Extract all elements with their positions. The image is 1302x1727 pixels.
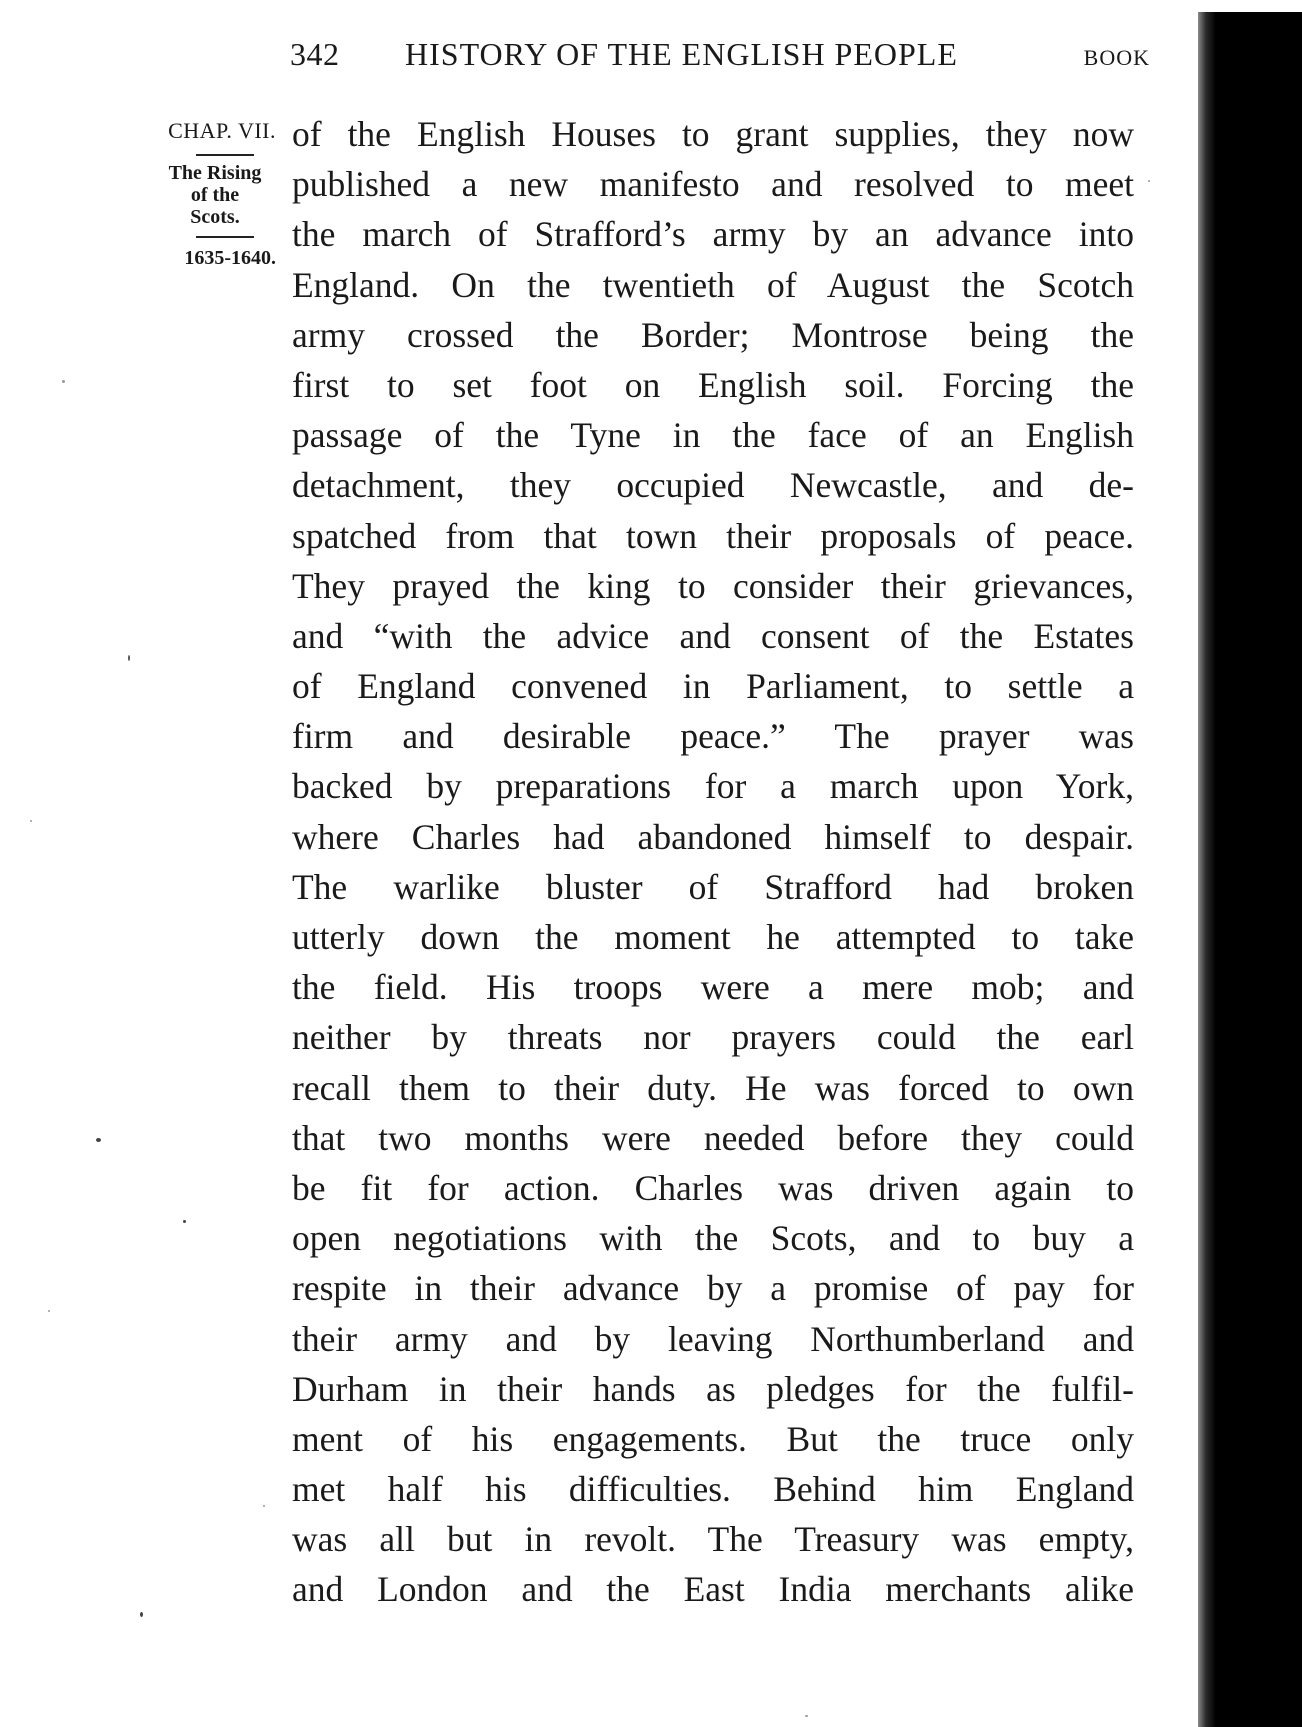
text-line: the field. His troops were a mere mob; and	[292, 967, 1134, 1008]
scan-speckle	[48, 1310, 50, 1312]
scan-speckle	[805, 1715, 808, 1717]
scan-speckle	[183, 1220, 186, 1223]
text-line: backed by preparations for a march upon York,	[292, 766, 1134, 807]
text-line: respite in their advance by a promise of pay for	[292, 1268, 1134, 1309]
scan-speckle	[62, 380, 65, 383]
text-line: was all but in revolt. The Treasury was empty,	[292, 1519, 1134, 1560]
book-label: BOOK	[1083, 45, 1150, 70]
running-title: HISTORY OF THE ENGLISH PEOPLE	[405, 36, 958, 72]
text-line: be fit for action. Charles was driven again to	[292, 1167, 1134, 1208]
date-range: 1635-1640.	[184, 247, 276, 269]
section-title-line: The Rising	[168, 162, 262, 184]
scan-speckle	[30, 820, 32, 822]
text-line: spatched from that town their proposals of peace.	[292, 515, 1134, 556]
text-line: Durham in their hands as pledges for the fulfil-	[292, 1368, 1134, 1409]
page-number: 342	[290, 36, 340, 72]
scan-speckle	[140, 1612, 143, 1617]
binding-shadow	[1198, 12, 1302, 1727]
scan-speckle	[128, 655, 130, 661]
section-title	[154, 162, 276, 228]
text-line: of England convened in Parliament, to settle a	[292, 666, 1134, 707]
margin-rule	[196, 154, 254, 156]
text-line: passage of the Tyne in the face of an English	[292, 415, 1134, 456]
scan-speckle	[96, 1138, 101, 1142]
text-line: army crossed the Border; Montrose being the	[292, 314, 1134, 355]
text-line: detachment, they occupied Newcastle, and de-	[292, 465, 1134, 506]
body-text	[292, 109, 1134, 1615]
text-line: that two months were needed before they could	[292, 1117, 1134, 1158]
scan-speckle	[263, 1505, 265, 1507]
chapter-label: CHAP. VII.	[168, 118, 276, 143]
section-title-line: Scots.	[190, 206, 240, 228]
margin-notes	[126, 116, 276, 272]
text-line: and “with the advice and consent of the Estates	[292, 615, 1134, 656]
text-line: ment of his engagements. But the truce only	[292, 1418, 1134, 1459]
text-line: where Charles had abandoned himself to despair.	[292, 816, 1134, 857]
text-line: first to set foot on English soil. Forcing the	[292, 364, 1134, 405]
text-line: their army and by leaving Northumberland and	[292, 1318, 1134, 1359]
scan-speckle	[1148, 180, 1150, 182]
text-line: recall them to their duty. He was forced to own	[292, 1067, 1134, 1108]
page-header	[290, 36, 1150, 86]
text-line: open negotiations with the Scots, and to buy a	[292, 1218, 1134, 1259]
text-line: neither by threats nor prayers could the earl	[292, 1017, 1134, 1058]
margin-rule	[196, 236, 254, 238]
text-line: England. On the twentieth of August the Scotch	[292, 264, 1134, 305]
section-title-line: of the	[190, 184, 240, 206]
text-line: the march of Strafford’s army by an advance into	[292, 214, 1134, 255]
text-line: met half his difficulties. Behind him England	[292, 1469, 1134, 1510]
text-line: of the English Houses to grant supplies, they now	[292, 114, 1134, 154]
text-line: utterly down the moment he attempted to take	[292, 917, 1134, 957]
text-line: They prayed the king to consider their grievances,	[292, 565, 1134, 606]
text-line: The warlike bluster of Strafford had broken	[292, 866, 1134, 907]
text-line: published a new manifesto and resolved to meet	[292, 164, 1134, 205]
text-line: and London and the East India merchants alike	[292, 1569, 1134, 1610]
text-line: firm and desirable peace.” The prayer was	[292, 716, 1134, 757]
